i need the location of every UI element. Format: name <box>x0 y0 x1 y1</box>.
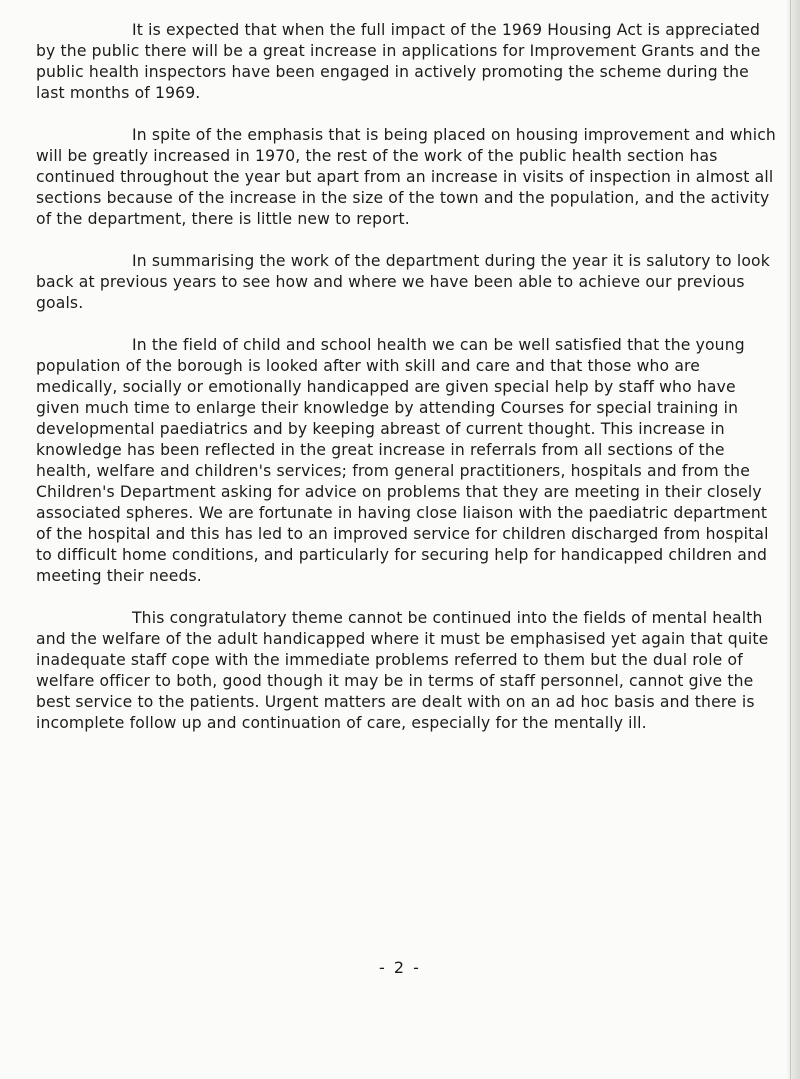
paragraph-housing-act: It is expected that when the full impact of the 1969 Housing Act is appreciated by the public there will be a great increase in applications for Improvement Grants and the public health inspectors have been engaged in actively promoting the scheme during the last months of 1969. <box>36 21 761 102</box>
page-edge-line <box>790 0 791 1079</box>
paragraph-housing-improvement: In spite of the emphasis that is being placed on housing improvement and which will be greatly increased in 1970, the rest of the work of the public health section has continued throughout the year but apart from an increase in visits of inspection in almost all sections because of the increase in the size of the town and the population, and the activity of the department, there is little new to report. <box>36 126 776 228</box>
body-text <box>36 20 776 755</box>
page-edge-shadow <box>786 0 800 1079</box>
paragraph-summarising: In summarising the work of the department during the year it is salutory to look back at previous years to see how and where we have been able to achieve our previous goals. <box>36 252 770 312</box>
paragraph-mental-health: This congratulatory theme cannot be continued into the fields of mental health and the welfare of the adult handicapped where it must be emphasised yet again that quite inadequate staff cope with the immediate problems referred to them but the dual role of welfare officer to both, good though it may be in terms of staff personnel, cannot give the best service to the patients. Urgent matters are dealt with on an ad hoc basis and there is incomplete follow up and continuation of care, especially for the mentally ill. <box>36 609 769 732</box>
paragraph-child-school-health: In the field of child and school health we can be well satisfied that the young population of the borough is looked after with skill and care and that those who are medically, socially or emotionally handicapped are given special help by staff who have given much time to enlarge their knowledge by attending Courses for special training in developmental paediatrics and by keeping abreast of current thought. This increase in knowledge has been reflected in the great increase in referrals from all sections of the health, welfare and children's services; from general practitioners, hospitals and from the Children's Department asking for advice on problems that they are meeting in their closely associated spheres. We are fortunate in having close liaison with the paediatric department of the hospital and this has led to an improved service for children discharged from hospital to difficult home conditions, and particularly for securing help for handicapped children and meeting their needs. <box>36 336 769 585</box>
page-number: - 2 - <box>379 958 421 977</box>
